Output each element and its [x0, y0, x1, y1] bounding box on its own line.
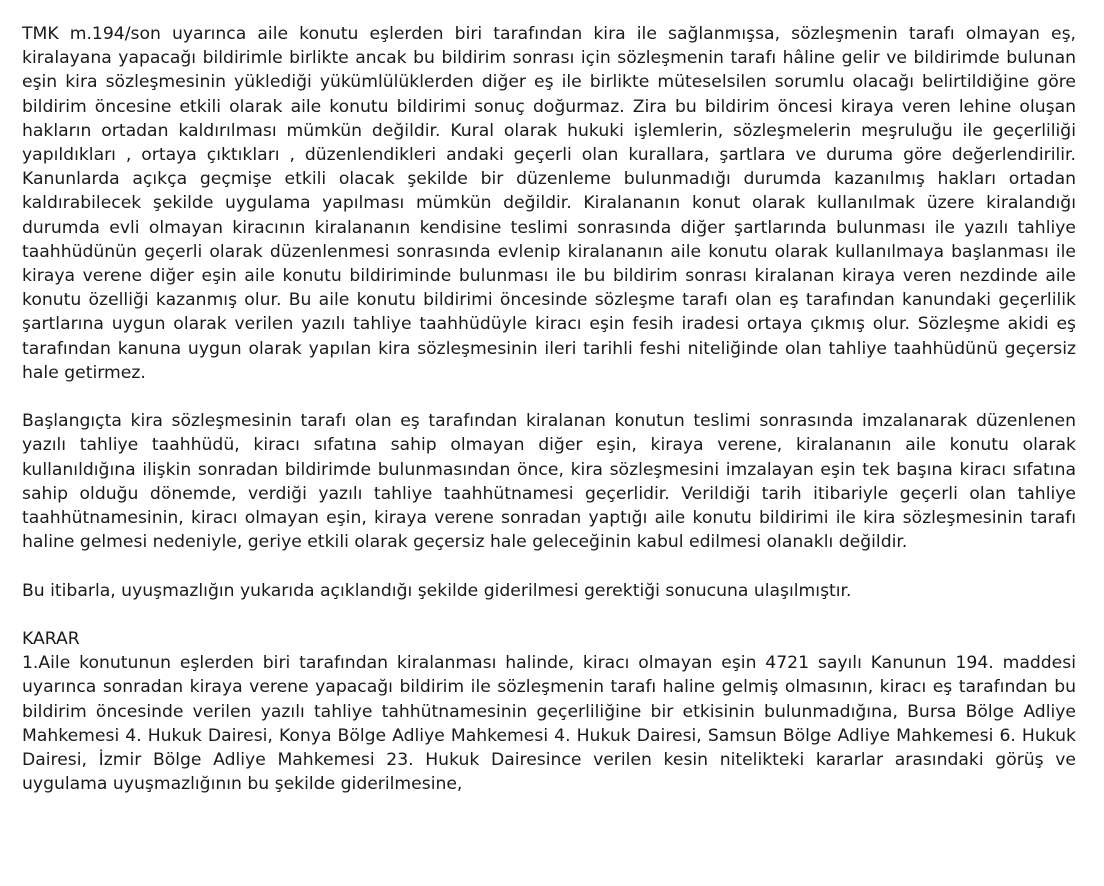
paragraph-tmk-194: TMK m.194/son uyarınca aile konutu eşlerden biri tarafından kira ile sağlanmışsa, sözleşmenin tarafı olmayan eş, kiralayana yapacağı bildirimle birlikte ancak bu bildirim sonrası için sözleşmenin tarafı hâline gelir ve bildirimde bulunan eşin kira sözleşmesinin yüklediği yükümlülüklerden diğer eş ile birlikte müteselsilen sorumlu olacağı belirtildiğine göre bildirim öncesine etkili olarak aile konutu bildirimi sonuç doğurmaz. Zira bu bildirim öncesi kiraya veren lehine oluşan hakların ortadan kaldırılması mümkün değildir. Kural olarak hukuki işlemlerin, sözleşmelerin meşruluğu ile geçerliliği yapıldıkları , ortaya çıktıkları , düzenlendikleri andaki geçerli olan kurallara, şartlara ve duruma göre değerlendirilir. Kanunlarda açıkça geçmişe etkili olacak şekilde bir düzenleme bulunmadığı durumda kazanılmış hakları ortadan kaldırabilecek şekilde uygulama yapılması mümkün değildir. Kiralananın konut olarak kullanılmak üzere kiralandığı durumda evli olmayan kiracının kiralananın kendisine teslimi sonrasında diğer şartlarında bulunması ile yazılı tahliye taahhüdünün geçerli olarak düzenlenmesi sonrasında evlenip kiralananın aile konutu olarak kullanılmaya başlanması ile kiraya verene diğer eşin aile konutu bildiriminde bulunması ile bu bildirim sonrası kiralanan kiraya veren nezdinde aile konutu özelliği kazanmış olur. Bu aile konutu bildirimi öncesinde sözleşme tarafı olan eş tarafından kanundaki geçerlilik şartlarına uygun olarak verilen yazılı tahliye taahhüdüyle kiracı eşin fesih iradesi ortaya çıkmış olur. Sözleşme akidi eş tarafından kanuna uygun olarak yapılan kira sözleşmesinin ileri tarihli feshi niteliğinde olan tahliye taahhüdünü geçersiz hale getirmez.	[22, 24, 1076, 383]
karar-item-1: 1.Aile konutunun eşlerden biri tarafından kiralanması halinde, kiracı olmayan eşin 4721 sayılı Kanunun 194. maddesi uyarınca sonradan kiraya verene yapacağı bildirim ile sözleşmenin tarafı haline gelmiş olmasının, kiracı eş tarafından bu bildirim öncesinde verilen yazılı tahliye tahhütnamesinin geçerliliğine bir etkisinin bulunmadığına, Bursa Bölge Adliye Mahkemesi 4. Hukuk Dairesi, Konya Bölge Adliye Mahkemesi 4. Hukuk Dairesi, Samsun Bölge Adliye Mahkemesi 6. Hukuk Dairesi, İzmir Bölge Adliye Mahkemesi 23. Hukuk Dairesince verilen kesin nitelikteki kararlar arasındaki görüş ve uygulama uyuşmazlığının bu şekilde giderilmesine,	[22, 653, 1076, 795]
document-body	[22, 22, 1076, 796]
paragraph-tahliye-taahhudu: Başlangıçta kira sözleşmesinin tarafı olan eş tarafından kiralanan konutun teslimi sonrasında imzalanarak düzenlenen yazılı tahliye taahhüdü, kiracı sıfatına sahip olmayan diğer eşin, kiraya verene, kiralananın aile konutu olarak kullanıldığına ilişkin sonradan bildirimde bulunmasından önce, kira sözleşmesini imzalayan eşin tek başına kiracı sıfatına sahip olduğu dönemde, verdiği yazılı tahliye taahhütnamesi geçerlidir. Verildiği tarih itibariyle geçerli olan tahliye taahhütnamesinin, kiracı olmayan eşin, kiraya verene sonradan yaptığı aile konutu bildirimi ile kira sözleşmesinin tarafı haline gelmesi nedeniyle, geriye etkili olarak geçersiz hale geleceğinin kabul edilmesi olanaklı değildir.	[22, 411, 1076, 553]
paragraph-sonuc: Bu itibarla, uyuşmazlığın yukarıda açıklandığı şekilde giderilmesi gerektiği sonucuna ulaşılmıştır.	[22, 580, 852, 601]
karar-heading: KARAR	[22, 629, 80, 650]
